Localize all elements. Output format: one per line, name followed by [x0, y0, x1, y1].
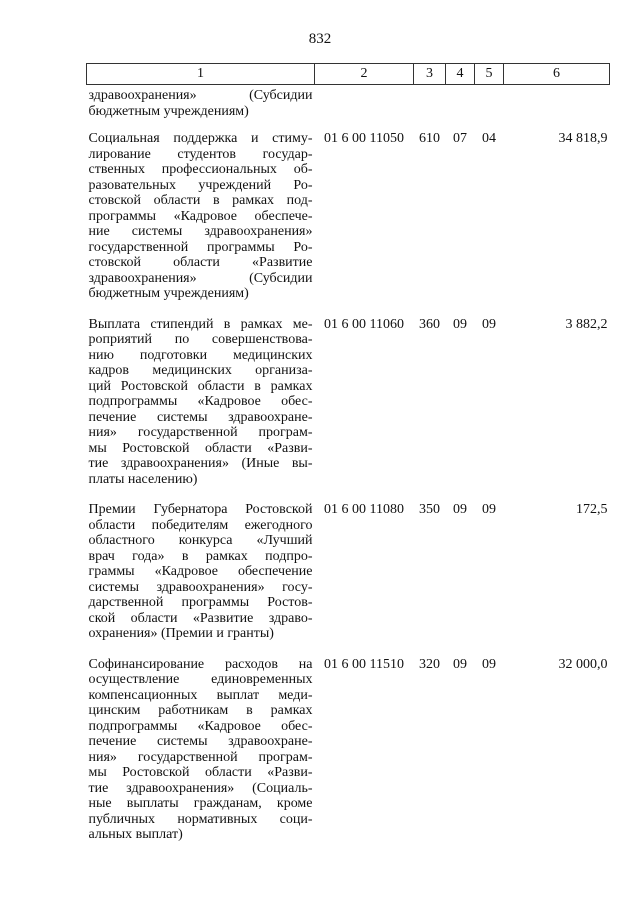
description-line: ные выплаты гражданам, кроме [88, 796, 313, 811]
subsection-code: 09 [482, 502, 496, 517]
description-line: области победителям ежегодного [88, 517, 313, 533]
description-line: здравоохранения» (Субсидии [88, 88, 313, 103]
row-description [87, 502, 315, 657]
header-col-1: 1 [87, 64, 315, 85]
description-line: кадров медицинских организа- [88, 363, 313, 378]
description-line: ния» государственной програм- [88, 425, 313, 440]
description-line: тие здравоохранения» (Иные вы- [88, 456, 313, 471]
description-line: роприятий по совершенствова- [88, 332, 313, 347]
expense-type-code: 610 [419, 131, 440, 146]
description-line: ской области «Развитие здраво- [88, 610, 313, 626]
budget-table [86, 63, 610, 858]
description-line: ния» государственной програм- [88, 749, 313, 765]
target-item-code: 01 6 00 11510 [324, 656, 404, 672]
description-line: подпрограммы «Кадровое обес- [88, 394, 313, 409]
description-line: граммы «Кадровое обеспечение [88, 564, 313, 579]
target-item-code: 01 6 00 11050 [324, 131, 404, 146]
subsection-code: 09 [482, 316, 496, 332]
description-line: тие здравоохранения» (Социаль- [88, 780, 313, 796]
description-line: здравоохранения» (Субсидии [88, 270, 313, 286]
description-line: мы Ростовской области «Разви- [88, 440, 313, 456]
amount-value: 172,5 [576, 502, 608, 517]
expense-type-code: 360 [419, 316, 440, 332]
description-line: Премии Губернатора Ростовской [88, 502, 313, 517]
expense-type-code: 320 [419, 656, 440, 672]
description-line: ние системы здравоохранения» [88, 224, 313, 239]
description-line: печение системы здравоохране- [88, 409, 313, 425]
amount-value: 34 818,9 [558, 131, 608, 146]
expense-type-code: 350 [419, 502, 440, 517]
description-line: Софинансирование расходов на [88, 656, 313, 672]
description-line: разовательных учреждений Ро- [88, 177, 313, 193]
table-row [87, 502, 610, 657]
description-line: бюджетным учреждениям) [88, 286, 249, 301]
description-line: программы «Кадровое обеспече- [88, 208, 313, 224]
section-code: 09 [453, 316, 467, 332]
header-col-6: 6 [504, 64, 610, 85]
description-line: дарственной программы Ростов- [88, 595, 313, 610]
description-line: охранения» (Премии и гранты) [88, 626, 274, 641]
continuation-row [87, 85, 610, 132]
section-code: 09 [453, 656, 467, 672]
description-line: лирование студентов государ- [88, 146, 313, 162]
description-line: публичных нормативных соци- [88, 811, 313, 827]
description-line: платы населению) [88, 471, 198, 487]
amount-value: 32 000,0 [558, 656, 608, 672]
header-col-3: 3 [414, 64, 446, 85]
table-row [87, 131, 610, 317]
description-line: мы Ростовской области «Разви- [88, 765, 313, 780]
page-number: 832 [308, 31, 332, 47]
row-description [87, 657, 315, 858]
row-description [87, 131, 315, 317]
continuation-description [87, 85, 315, 132]
target-item-code: 01 6 00 11060 [324, 316, 404, 332]
header-row [87, 64, 610, 85]
description-line: бюджетным учреждениям) [88, 103, 249, 119]
description-line: нию подготовки медицинских [88, 347, 313, 363]
description-line: стовской области в рамках под- [88, 193, 313, 208]
description-line: ственных профессиональных об- [88, 162, 313, 177]
description-line: системы здравоохранения» госу- [88, 579, 313, 595]
subsection-code: 09 [482, 656, 496, 672]
header-col-2: 2 [315, 64, 414, 85]
header-col-5: 5 [475, 64, 504, 85]
section-code: 09 [453, 502, 467, 517]
description-line: компенсационных выплат меди- [88, 687, 313, 703]
row-description [87, 317, 315, 503]
description-line: ций Ростовской области в рамках [88, 378, 313, 394]
description-line: цинским работникам в рамках [88, 703, 313, 718]
description-line: государственной программы Ро- [88, 239, 313, 255]
description-line: Выплата стипендий в рамках ме- [88, 316, 313, 332]
table-row [87, 657, 610, 858]
amount-value: 3 882,2 [565, 316, 608, 332]
description-line: альных выплат) [88, 827, 183, 842]
description-line: подпрограммы «Кадровое обес- [88, 718, 313, 734]
description-line: Социальная поддержка и стиму- [88, 131, 313, 146]
subsection-code: 04 [482, 131, 496, 146]
description-line: областного конкурса «Лучший [88, 533, 313, 548]
header-col-4: 4 [446, 64, 475, 85]
description-line: стовской области «Развитие [88, 255, 313, 270]
description-line: осуществление единовременных [88, 672, 313, 687]
description-line: врач года» в рамках подпро- [88, 548, 313, 564]
section-code: 07 [453, 131, 467, 146]
target-item-code: 01 6 00 11080 [324, 502, 404, 517]
table-row [87, 317, 610, 503]
description-line: печение системы здравоохране- [88, 734, 313, 749]
